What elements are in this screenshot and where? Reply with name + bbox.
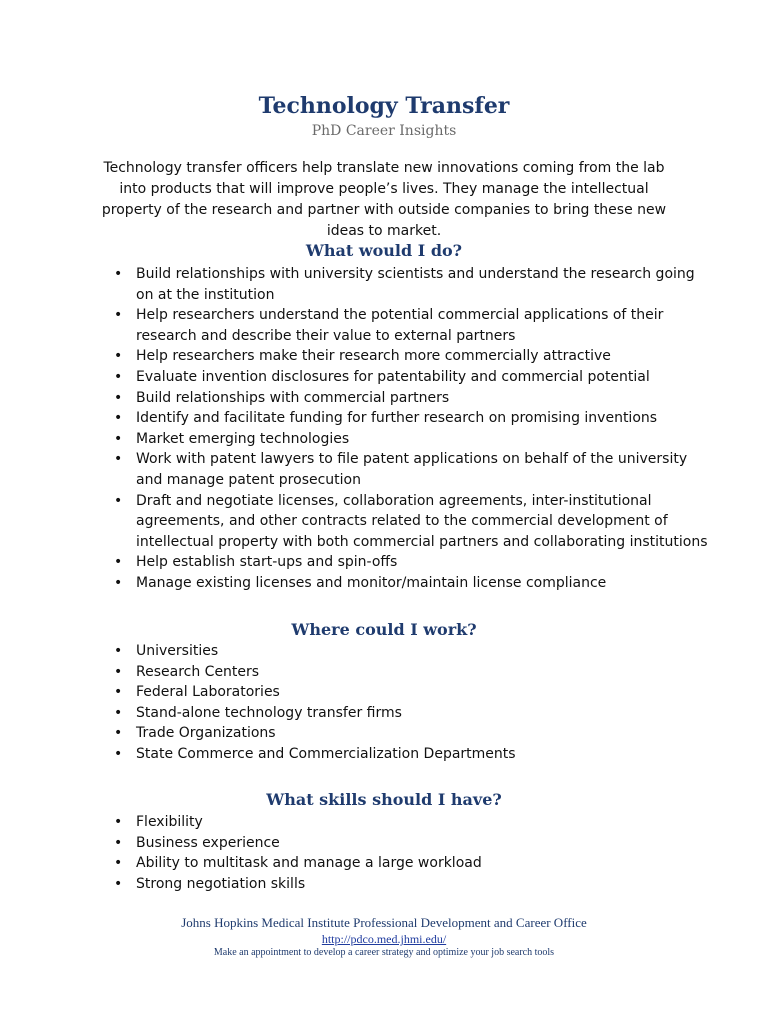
bullet-icon: • — [114, 814, 123, 830]
bullet-icon: • — [114, 855, 123, 872]
list-item: • Help establish start-ups and spin-offs — [110, 552, 710, 573]
bullet-icon: • — [114, 684, 123, 701]
footer-note: Make an appointment to develop a career strategy and optimize your job search tools — [213, 947, 555, 958]
bullet-icon: • — [114, 389, 123, 406]
what-would-i-do-list — [110, 264, 710, 594]
bullet-icon: • — [114, 554, 123, 571]
where-could-i-work-list — [110, 641, 710, 765]
list-item: • Draft and negotiate licenses, collaboration agreements, inter-institutional agreements, and other contracts related to the commercial development of intellectual property with both commercial partners and collaborating institutions — [114, 492, 708, 550]
section-heading-what-would-i-do: What would I do? — [305, 241, 463, 260]
list-item: • Help researchers understand the potential commercial applications of their research and describe their value to external partners — [114, 307, 664, 344]
list-item: • Manage existing licenses and monitor/maintain license compliance — [110, 573, 710, 594]
bullet-icon: • — [114, 643, 123, 659]
list-item: • Federal Laboratories — [110, 682, 710, 703]
page-title: Technology Transfer — [258, 93, 510, 119]
bullet-icon: • — [114, 875, 123, 892]
bullet-icon: • — [114, 704, 123, 721]
intro-paragraph: Technology transfer officers help translate new innovations coming from the lab into products that will improve people’s lives. They manage the intellectual property of the research and partner with outside companies to bring these new ideas to market. — [101, 160, 667, 239]
bullet-icon: • — [114, 834, 123, 851]
bullet-icon: • — [114, 430, 123, 447]
list-item: • Strong negotiation skills — [110, 874, 710, 895]
list-item: • Stand-alone technology transfer firms — [110, 703, 710, 724]
bullet-icon: • — [114, 663, 123, 680]
list-item: • Research Centers — [110, 662, 710, 683]
footer-organization: Johns Hopkins Medical Institute Professional Development and Career Office — [181, 915, 587, 930]
page-subtitle: PhD Career Insights — [311, 123, 457, 139]
footer-url-link[interactable]: http://pdco.med.jhmi.edu/ — [321, 932, 447, 946]
section-heading-where-could-i-work: Where could I work? — [291, 620, 477, 639]
skills-list — [110, 812, 710, 894]
bullet-icon: • — [114, 574, 123, 591]
bullet-icon: • — [114, 368, 123, 385]
list-item: • Evaluate invention disclosures for patentability and commercial potential — [110, 367, 710, 388]
list-item: • Build relationships with commercial partners — [110, 388, 710, 409]
bullet-icon: • — [114, 307, 123, 324]
list-item: • Trade Organizations — [110, 723, 710, 744]
list-item: • State Commerce and Commercialization Departments — [110, 744, 710, 765]
list-item: • Flexibility — [110, 812, 710, 833]
list-item: • Work with patent lawyers to file patent applications on behalf of the university and manage patent prosecution — [114, 451, 688, 488]
list-item: • Help researchers make their research more commercially attractive — [110, 346, 710, 367]
bullet-icon: • — [114, 725, 123, 742]
list-item: • Ability to multitask and manage a large workload — [110, 853, 710, 874]
list-item: • Universities — [110, 641, 710, 662]
bullet-icon: • — [114, 492, 123, 509]
bullet-icon: • — [114, 451, 123, 468]
section-heading-what-skills: What skills should I have? — [266, 790, 502, 809]
list-item: • Market emerging technologies — [110, 429, 710, 450]
list-item: • Identify and facilitate funding for further research on promising inventions — [110, 408, 710, 429]
list-item: • Build relationships with university scientists and understand the research going on at the institution — [114, 266, 695, 303]
bullet-icon: • — [114, 745, 123, 762]
bullet-icon: • — [114, 266, 123, 282]
bullet-icon: • — [114, 348, 123, 365]
bullet-icon: • — [114, 410, 123, 427]
list-item: • Business experience — [110, 833, 710, 854]
